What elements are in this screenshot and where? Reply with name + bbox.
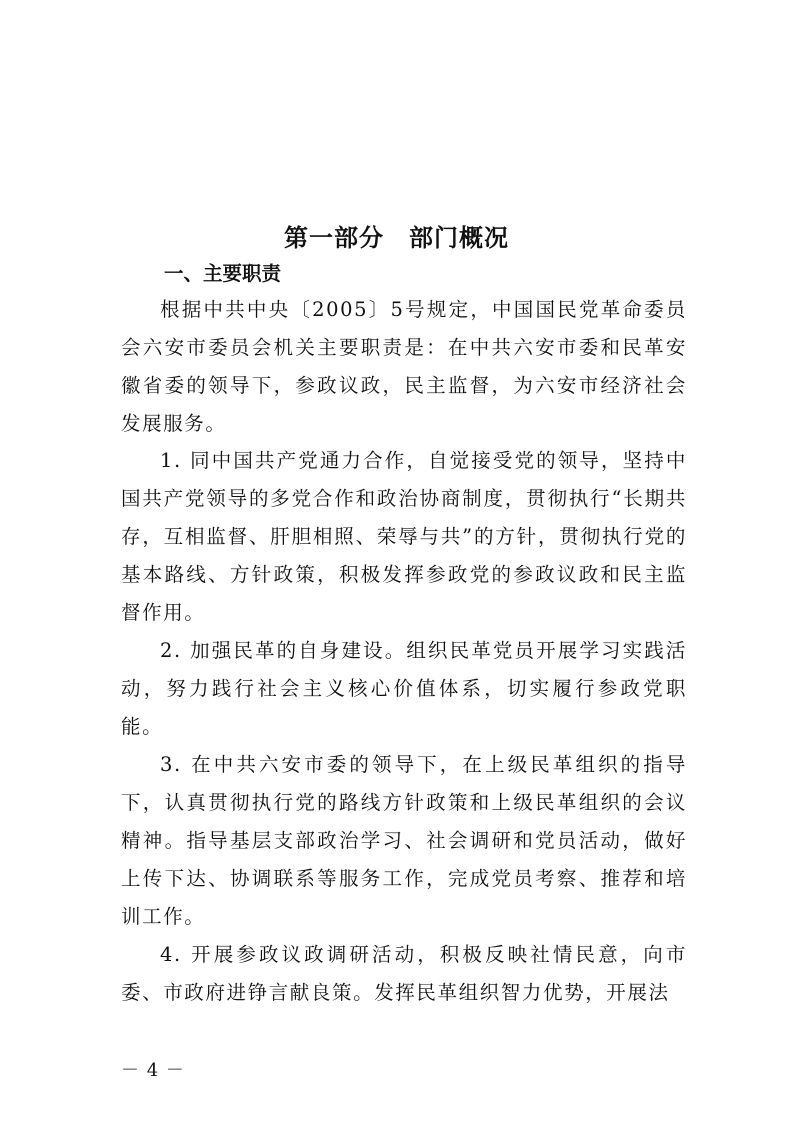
paragraph-duty-1: 1. 同中国共产党通力合作，自觉接受党的领导，坚持中国共产党领导的多党合作和政治协商制度，贯彻执行“长期共存，互相监督、肝胆相照、荣辱与共”的方针，贯彻执行党的基本路线、方针政策，积极发挥参政党的参政议政和民主监督作用。 xyxy=(121,449,687,624)
paragraph-intro: 根据中共中央〔2005〕5号规定，中国国民党革命委员会六安市委员会机关主要职责是：在中共六安市委和民革安徽省委的领导下，参政议政，民主监督，为六安市经济社会发展服务。 xyxy=(121,298,687,435)
page-number: － 4 － xyxy=(121,1060,185,1081)
paragraph-duty-3: 3. 在中共六安市委的领导下，在上级民革组织的指导下，认真贯彻执行党的路线方针政策和上级民革组织的会议精神。指导基层支部政治学习、社会调研和党员活动，做好上传下达、协调联系等服务工作，完成党员考察、推荐和培训工作。 xyxy=(121,753,687,928)
page-title: 第一部分 部门概况 xyxy=(284,224,509,252)
paragraph-duty-4: 4. 开展参政议政调研活动，积极反映社情民意，向市委、市政府进铮言献良策。发挥民革组织智力优势，开展法 xyxy=(121,943,687,1004)
section-heading: 一、主要职责 xyxy=(164,262,282,285)
paragraph-duty-2: 2. 加强民革的自身建设。组织民革党员开展学习实践活动，努力践行社会主义核心价值体系，切实履行参政党职能。 xyxy=(121,639,687,738)
